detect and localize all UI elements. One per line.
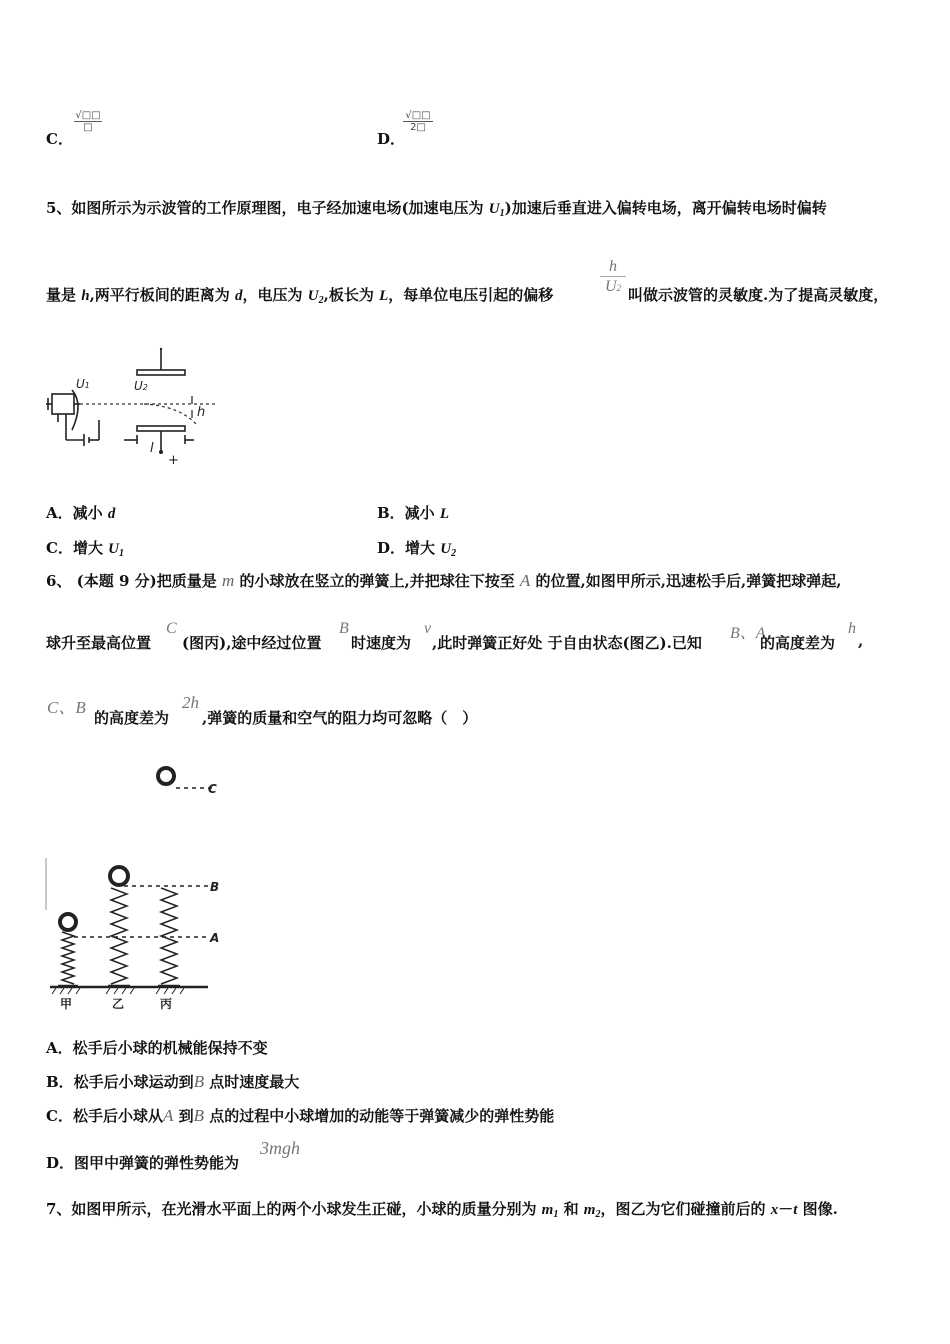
q5-option-d: D．增大 $U_2$ [377, 539, 457, 559]
q6-option-d-value: 3mgh [260, 1138, 300, 1158]
q6-line-2b: (图丙),途中经过位置 [182, 634, 322, 652]
q4-option-d: D． [377, 130, 406, 148]
q6-fig-label-c: C [208, 782, 217, 796]
q6-fig-label-a: A [210, 931, 220, 945]
q6-option-a: A．松手后小球的机械能保持不变 [46, 1039, 268, 1057]
q5-option-a: A．减小 d [46, 504, 116, 522]
q6-label-2h: 2h [182, 693, 199, 712]
q5-fig-label-u1: U1 [76, 377, 90, 391]
q5-sensitivity-fraction: h U2 [600, 258, 626, 298]
q6-line-2d: ,此时弹簧正好处 于自由状态(图乙).已知 [432, 634, 702, 652]
q5-option-c: C．增大 $U_1$ [46, 539, 125, 559]
q6-option-b: B．松手后小球运动到B 点时速度最大 [46, 1072, 300, 1091]
q6-line-1: 6、 (本题 9 分)把质量是 m 的小球放在竖立的弹簧上,并把球往下按至 A 的位置,如图甲所示,迅速松手后,弹簧把球弹起, [46, 571, 842, 590]
q5-fig-label-u2: U2 [134, 379, 148, 393]
q4-option-c: C． [46, 130, 73, 148]
q5-line-2-end: 叫做示波管的灵敏度.为了提高灵敏度， [628, 286, 889, 304]
q6-fig-label-yi: 乙 [112, 997, 125, 1011]
q5-fig-label-plus: + [168, 453, 179, 465]
q6-line-2e: 的高度差为 [760, 634, 836, 652]
q6-spring-figure [44, 760, 244, 1015]
q5-option-b: B．减小 L [377, 504, 450, 522]
q6-label-v: v [424, 620, 432, 637]
q6-option-d: D．图甲中弹簧的弹性势能为 [46, 1154, 240, 1172]
q6-line-2c: 时速度为 [351, 634, 412, 652]
q6-line-2: 球升至最高位置 [46, 634, 152, 652]
q5-line-1: 5、如图所示为示波管的工作原理图，电子经加速电场(加速电压为 $U_1$)加速后垂直进入偏转电场，离开偏转电场时偏转 [46, 199, 827, 219]
q6-option-c: C．松手后小球从A 到B 点的过程中小球增加的动能等于弹簧减少的弹性势能 [46, 1106, 555, 1125]
q4-option-c-fraction: √□□ □ [75, 110, 101, 133]
q5-fig-label-h: h [197, 405, 206, 420]
q6-fig-label-jia: 甲 [60, 997, 73, 1011]
q6-line-3b: ,弹簧的质量和空气的阻力均可忽略（ ） [202, 709, 478, 727]
q6-line-3: 的高度差为 [94, 709, 170, 727]
q6-label-cb: C、B [47, 698, 86, 717]
q4-option-d-fraction: √□□ 2□ [403, 110, 433, 133]
q5-line-2: 量是 h,两平行板间的距离为 d，电压为 $U_2$,板长为 L，每单位电压引起的偏移 [46, 286, 554, 306]
q6-label-h: h [848, 620, 856, 637]
q6-label-b: B [339, 620, 349, 637]
q6-label-c: C [166, 620, 177, 637]
q6-line-2f: , [858, 632, 864, 650]
q6-fig-label-bing: 丙 [160, 997, 173, 1011]
q6-fig-label-b: B [210, 880, 220, 894]
q6-label-ba: B、A [730, 625, 766, 642]
q5-fig-label-l: l [150, 441, 154, 456]
q5-oscilloscope-figure [44, 340, 224, 465]
q7-line-1: 7、如图甲所示，在光滑水平面上的两个小球发生正碰，小球的质量分别为 $m_1$ 和 $m_2$，图乙为它们碰撞前后的 x－t 图像. [46, 1200, 838, 1220]
